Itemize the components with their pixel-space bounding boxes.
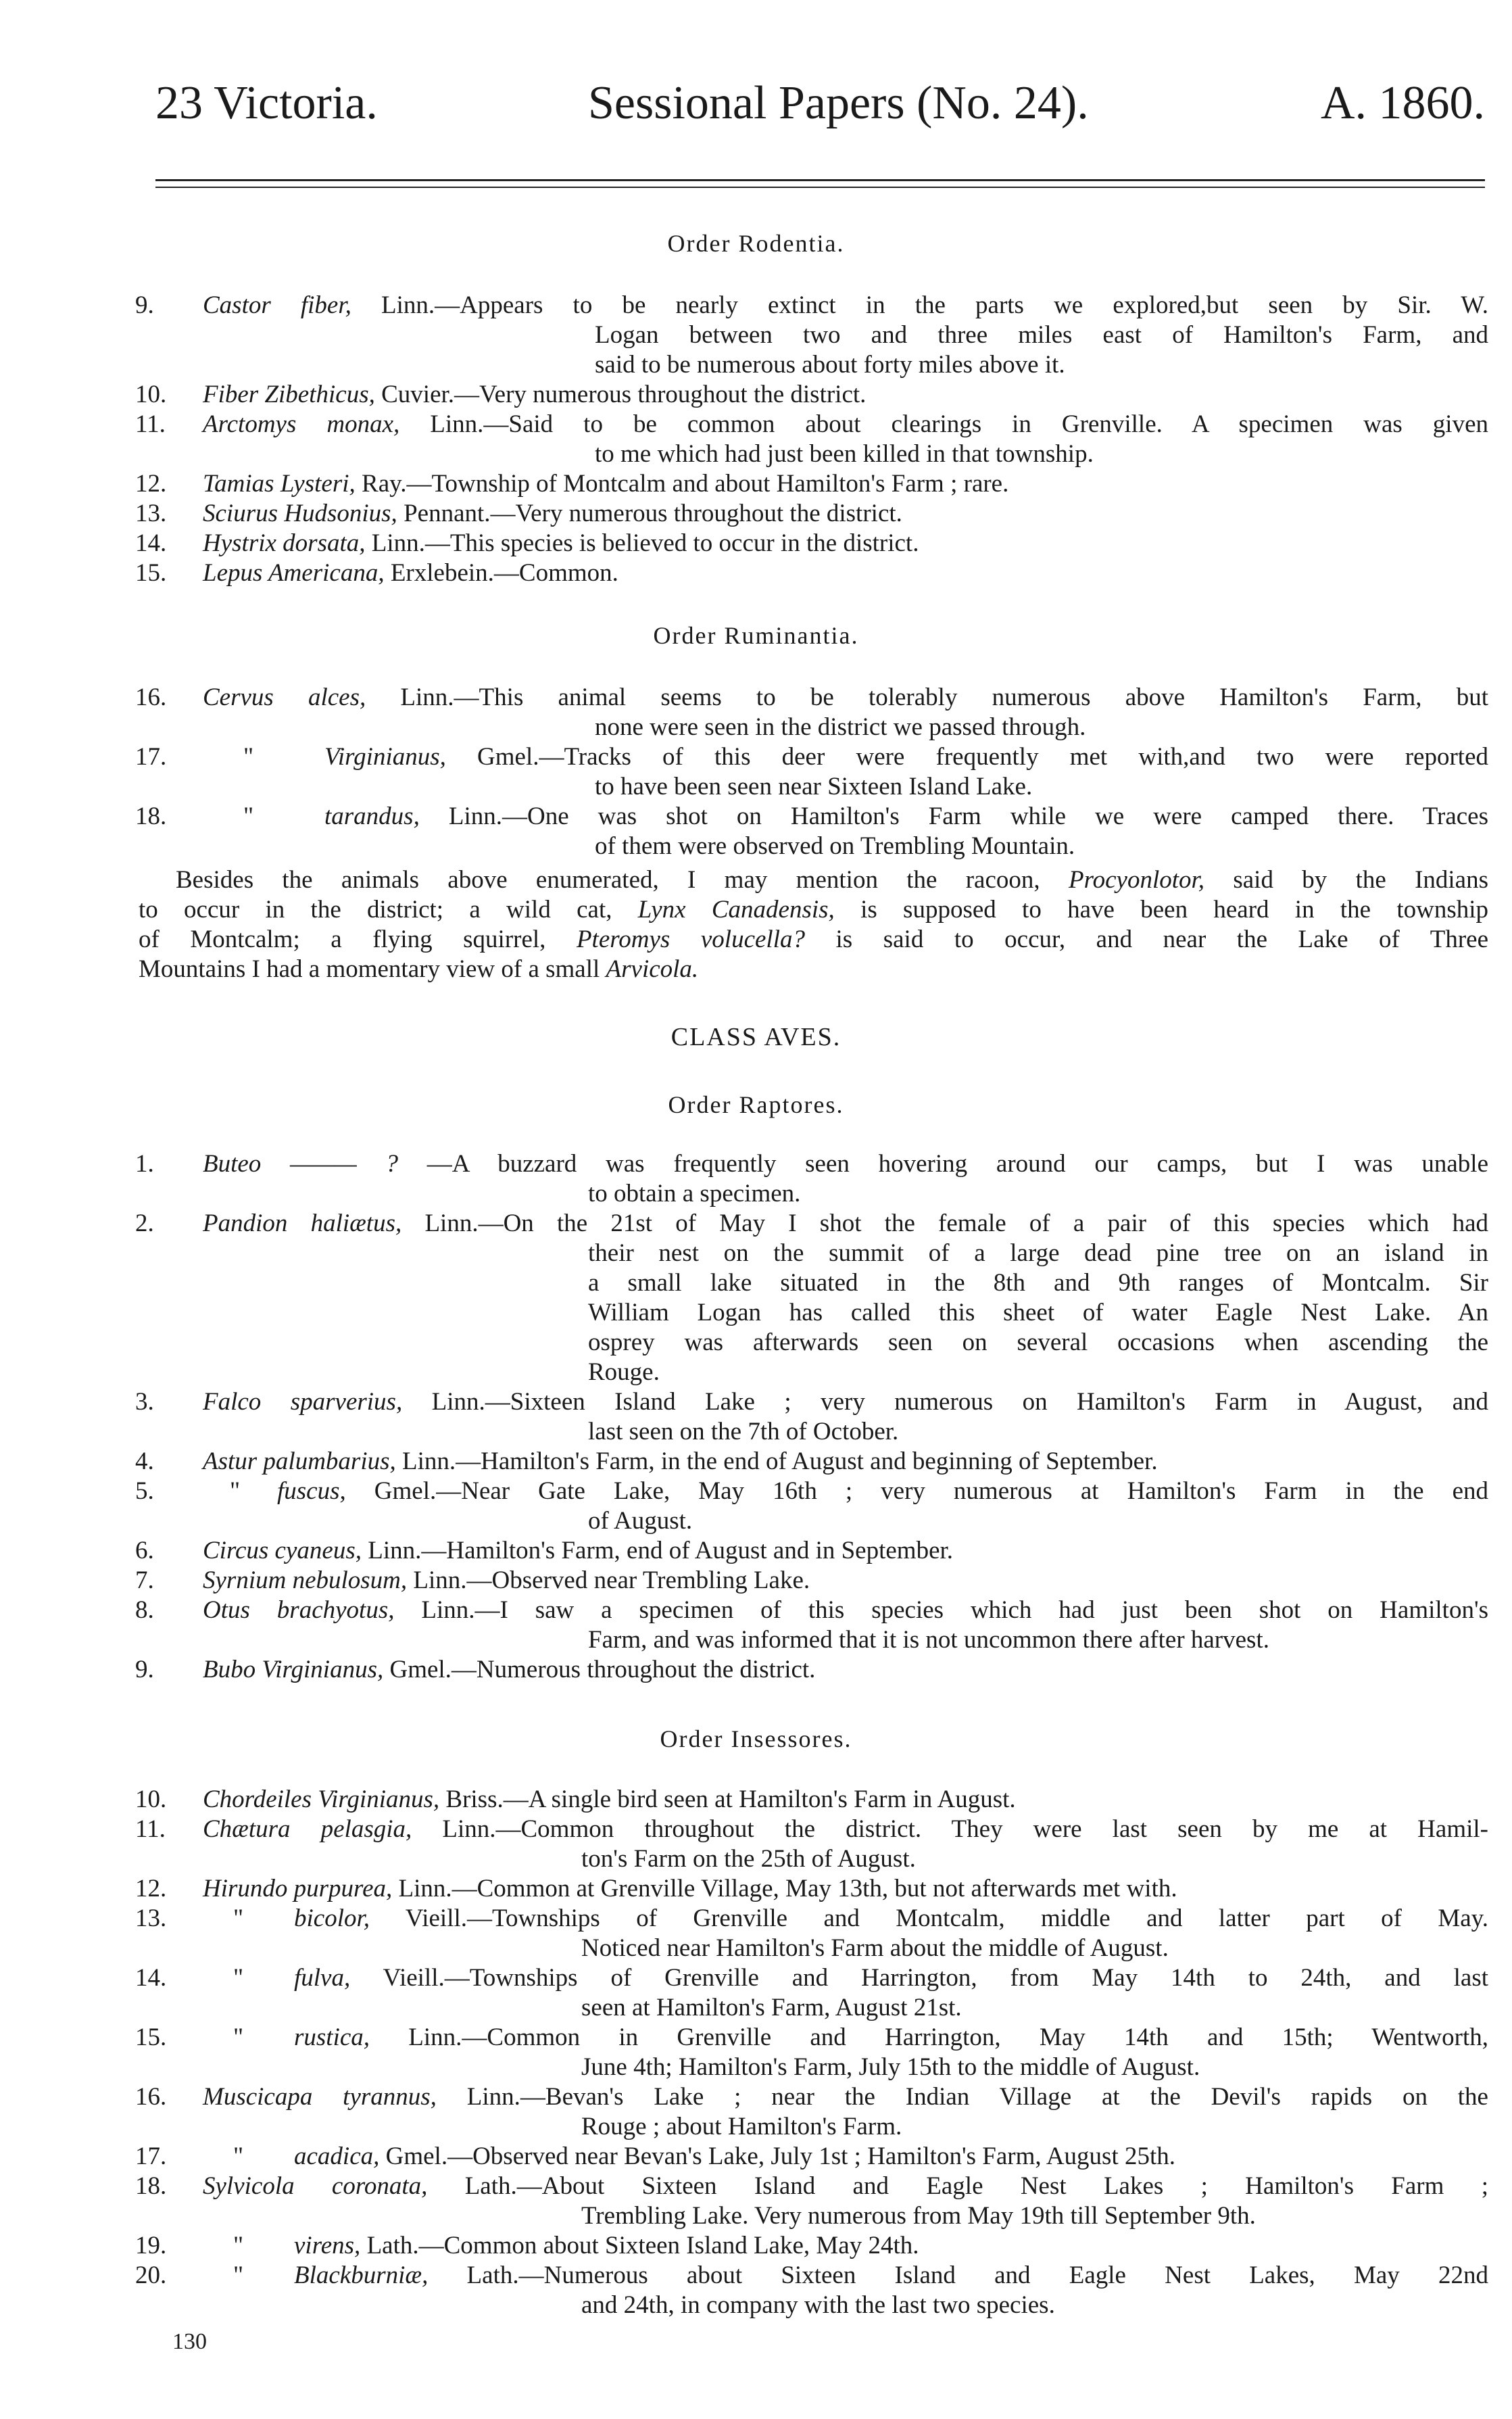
species-name: Sciurus Hudsonius, xyxy=(203,500,397,527)
header-volume: 23 Victoria. xyxy=(155,77,378,129)
entry-description: Linn.—On the 21st of May I shot the female of a pair of this species which had xyxy=(401,1210,1488,1237)
species-entry xyxy=(0,2142,1512,2172)
ditto-mark: " xyxy=(233,2261,244,2289)
species-entry xyxy=(0,2082,1512,2142)
paragraph-text: is supposed to have been heard in the township xyxy=(834,896,1489,924)
entry-number: 6. xyxy=(135,1537,154,1564)
species-name: Muscicapa tyrannus, xyxy=(203,2083,437,2111)
entry-continuation: a small lake situated in the 8th and 9th ranges of Montcalm. Sir xyxy=(588,1269,1488,1297)
entry-continuation: of August. xyxy=(588,1507,693,1535)
species-name: Bubo Virginianus, xyxy=(203,1656,384,1683)
page-number: 130 xyxy=(172,2329,207,2354)
entry-description: Linn.—I saw a specimen of this species which had just been shot on Hamilton's xyxy=(394,1596,1489,1624)
species-entry xyxy=(0,1655,1512,1685)
entry-number: 20. xyxy=(135,2261,167,2289)
entry-first-line xyxy=(203,2082,1488,2112)
entry-number: 11. xyxy=(135,410,166,438)
species-name: acadica, xyxy=(294,2142,380,2170)
species-entry xyxy=(0,802,1512,861)
entry-number: 19. xyxy=(135,2232,167,2259)
entry-description: Linn.—Hamilton's Farm, in the end of August and beginning of September. xyxy=(395,1447,1158,1475)
entry-description: Erxlebein.—Common. xyxy=(384,559,618,587)
species-name: Sylvicola coronata, xyxy=(203,2172,428,2200)
entry-description: Linn.—Common at Grenville Village, May 13th, but not afterwards met with. xyxy=(392,1875,1177,1902)
species-entry xyxy=(0,380,1512,410)
entry-description: Linn.—Bevan's Lake ; near the Indian Village at the Devil's rapids on the xyxy=(436,2083,1488,2111)
entry-number: 13. xyxy=(135,500,167,527)
entry-number: 13. xyxy=(135,1905,167,1932)
species-entry xyxy=(0,2261,1512,2320)
entry-continuation: to me which had just been killed in that township. xyxy=(595,440,1094,468)
species-name: Arctomys monax, xyxy=(203,410,400,438)
entry-first-line xyxy=(203,499,1488,529)
species-name: Buteo ——— ? xyxy=(203,1150,399,1178)
entry-continuation: their nest on the summit of a large dead pine tree on an island in xyxy=(588,1239,1488,1267)
taxon-name: Procyonlotor, xyxy=(1068,866,1205,894)
species-name: Cervus alces, xyxy=(203,684,366,711)
species-entry xyxy=(0,1447,1512,1477)
entry-description: Lath.—Common about Sixteen Island Lake, May 24th. xyxy=(360,2232,919,2259)
entry-number: 15. xyxy=(135,559,167,587)
species-entry xyxy=(0,529,1512,558)
species-name: Chordeiles Virginianus, xyxy=(203,1786,440,1813)
species-name: Castor fiber, xyxy=(203,291,351,319)
paragraph-text: is said to occur, and near the Lake of Three xyxy=(804,926,1488,953)
taxon-name: Lynx Canadensis, xyxy=(637,896,835,924)
species-name: fuscus, xyxy=(277,1477,346,1505)
entry-description: Cuvier.—Very numerous throughout the district. xyxy=(374,381,867,408)
species-name: Hystrix dorsata, xyxy=(203,529,366,557)
species-entry xyxy=(0,2231,1512,2261)
entry-first-line xyxy=(203,469,1488,499)
taxon-name: Arvicola. xyxy=(606,955,699,983)
entry-first-line xyxy=(203,1596,1488,1625)
entry-description: Linn.—Said to be common about clearings in Grenville. A specimen was given xyxy=(399,410,1488,438)
entry-number: 8. xyxy=(135,1596,154,1624)
paragraph-text: Besides the animals above enumerated, I may mention the racoon, xyxy=(176,866,1069,894)
entry-first-line xyxy=(324,802,1488,832)
entry-continuation: to obtain a specimen. xyxy=(588,1180,801,1207)
species-entry xyxy=(0,1963,1512,2023)
entry-number: 10. xyxy=(135,1786,167,1813)
ditto-mark: " xyxy=(233,2142,244,2170)
entry-number: 9. xyxy=(135,1656,154,1683)
entry-number: 7. xyxy=(135,1566,154,1594)
header-title: Sessional Papers (No. 24). xyxy=(588,77,1089,129)
entry-number: 1. xyxy=(135,1150,154,1178)
ditto-mark: " xyxy=(233,2232,244,2259)
species-entry xyxy=(0,1596,1512,1655)
species-name: Virginianus, xyxy=(324,743,446,771)
entry-first-line xyxy=(203,1447,1488,1477)
entry-first-line xyxy=(294,2023,1488,2053)
taxon-name: Pteromys volucella? xyxy=(576,926,805,953)
entry-first-line xyxy=(294,2142,1488,2172)
entry-first-line xyxy=(203,1536,1488,1566)
entry-first-line xyxy=(294,2261,1488,2291)
entry-first-line xyxy=(203,683,1488,713)
entry-continuation: Noticed near Hamilton's Farm about the middle of August. xyxy=(581,1934,1169,1962)
entry-continuation: and 24th, in company with the last two species. xyxy=(581,2291,1055,2319)
order-insessores-heading: Order Insessores. xyxy=(660,1725,852,1752)
species-entry xyxy=(0,1566,1512,1596)
entry-first-line xyxy=(203,1874,1488,1904)
entry-number: 3. xyxy=(135,1388,154,1416)
paragraph-line xyxy=(176,865,1488,895)
ditto-mark: " xyxy=(230,1477,241,1505)
paragraph-text: to occur in the district; a wild cat, xyxy=(139,896,638,924)
entry-number: 5. xyxy=(135,1477,154,1505)
entry-description: Linn.—Appears to be nearly extinct in the parts we explored,but seen by Sir. W. xyxy=(351,291,1488,319)
species-name: fulva, xyxy=(294,1964,351,1992)
entry-first-line xyxy=(203,410,1488,439)
entry-continuation: last seen on the 7th of October. xyxy=(588,1418,899,1445)
entry-first-line xyxy=(203,558,1488,588)
entry-first-line xyxy=(277,1477,1488,1506)
entry-continuation: Logan between two and three miles east of Hamilton's Farm, and xyxy=(595,321,1488,349)
species-name: Syrnium nebulosum, xyxy=(203,1566,408,1594)
entry-first-line xyxy=(294,1963,1488,1993)
entry-first-line xyxy=(203,291,1488,320)
entry-description: Ray.—Township of Montcalm and about Hamilton's Farm ; rare. xyxy=(355,470,1009,498)
entry-description: Linn.—One was shot on Hamilton's Farm while we were camped there. Traces xyxy=(419,803,1488,830)
entry-number: 14. xyxy=(135,529,167,557)
entry-description: Gmel.—Observed near Bevan's Lake, July 1st ; Hamilton's Farm, August 25th. xyxy=(379,2142,1176,2170)
entry-description: Vieill.—Townships of Grenville and Montcalm, middle and latter part of May. xyxy=(370,1905,1488,1932)
entry-number: 14. xyxy=(135,1964,167,1992)
entry-continuation: Trembling Lake. Very numerous from May 19th till September 9th. xyxy=(581,2202,1256,2230)
entry-number: 17. xyxy=(135,743,167,771)
entry-description: Lath.—Numerous about Sixteen Island and Eagle Nest Lakes, May 22nd xyxy=(428,2261,1488,2289)
species-name: tarandus, xyxy=(324,803,420,830)
species-entry xyxy=(0,1149,1512,1209)
entry-description: Vieill.—Townships of Grenville and Harrington, from May 14th to 24th, and last xyxy=(350,1964,1488,1992)
species-entry xyxy=(0,742,1512,802)
class-aves-heading: CLASS AVES. xyxy=(670,1023,842,1051)
entry-first-line xyxy=(203,529,1488,558)
entry-continuation: none were seen in the district we passed through. xyxy=(595,713,1086,741)
entry-first-line xyxy=(203,1785,1488,1815)
entry-continuation: Farm, and was informed that it is not uncommon there after harvest. xyxy=(588,1626,1269,1654)
entry-number: 11. xyxy=(135,1815,166,1843)
order-raptores-heading: Order Raptores. xyxy=(668,1091,844,1118)
entry-continuation: June 4th; Hamilton's Farm, July 15th to the middle of August. xyxy=(581,2053,1200,2081)
entry-description: Briss.—A single bird seen at Hamilton's Farm in August. xyxy=(439,1786,1016,1813)
header-rule-thin xyxy=(155,187,1485,188)
entry-number: 4. xyxy=(135,1447,154,1475)
entry-description: Gmel.—Tracks of this deer were frequently met with,and two were reported xyxy=(445,743,1488,771)
entry-number: 16. xyxy=(135,684,167,711)
species-name: Lepus Americana, xyxy=(203,559,385,587)
species-name: Tamias Lysteri, xyxy=(203,470,356,498)
entry-first-line xyxy=(203,1209,1488,1239)
entry-continuation: to have been seen near Sixteen Island Lake. xyxy=(595,773,1033,800)
entry-description: Pennant.—Very numerous throughout the district. xyxy=(397,500,902,527)
entry-description: Linn.—Common in Grenville and Harrington, May 14th and 15th; Wentworth, xyxy=(370,2023,1488,2051)
species-entry xyxy=(0,1874,1512,1904)
entry-number: 16. xyxy=(135,2083,167,2111)
entry-description: Gmel.—Numerous throughout the district. xyxy=(383,1656,816,1683)
species-name: rustica, xyxy=(294,2023,370,2051)
species-entry xyxy=(0,2023,1512,2082)
species-entry xyxy=(0,499,1512,529)
species-entry xyxy=(0,410,1512,469)
entry-first-line xyxy=(203,1149,1488,1179)
header-rule-thick xyxy=(155,179,1485,181)
paragraph-line xyxy=(139,895,1488,925)
ditto-mark: " xyxy=(233,1964,244,1992)
entry-continuation: said to be numerous about forty miles above it. xyxy=(595,351,1065,379)
entry-first-line xyxy=(203,2172,1488,2201)
ditto-mark: " xyxy=(233,1905,244,1932)
entry-number: 17. xyxy=(135,2142,167,2170)
species-entry xyxy=(0,1904,1512,1963)
entry-first-line xyxy=(203,1566,1488,1596)
species-name: Pandion haliætus, xyxy=(203,1210,402,1237)
paragraph-line xyxy=(139,955,698,984)
species-entry xyxy=(0,2172,1512,2231)
entry-number: 12. xyxy=(135,1875,167,1902)
entry-description: Linn.—Hamilton's Farm, end of August and in September. xyxy=(361,1537,954,1564)
entry-continuation: osprey was afterwards seen on several occasions when ascending the xyxy=(588,1328,1488,1356)
paragraph-text: of Montcalm; a flying squirrel, xyxy=(139,926,577,953)
species-entry xyxy=(0,558,1512,588)
ditto-mark: " xyxy=(233,2023,244,2051)
species-name: Chætura pelasgia, xyxy=(203,1815,412,1843)
species-entry xyxy=(0,1815,1512,1874)
entry-number: 18. xyxy=(135,2172,167,2200)
paragraph-text: Mountains I had a momentary view of a small xyxy=(139,955,606,983)
entry-description: Gmel.—Near Gate Lake, May 16th ; very numerous at Hamilton's Farm in the end xyxy=(345,1477,1488,1505)
entry-description: Lath.—About Sixteen Island and Eagle Nest Lakes ; Hamilton's Farm ; xyxy=(427,2172,1488,2200)
species-name: Circus cyaneus, xyxy=(203,1537,362,1564)
entry-first-line xyxy=(203,1387,1488,1417)
species-entry xyxy=(0,1209,1512,1387)
species-name: Hirundo purpurea, xyxy=(203,1875,393,1902)
entry-number: 15. xyxy=(135,2023,167,2051)
species-entry xyxy=(0,1387,1512,1447)
ditto-mark: " xyxy=(243,803,254,830)
species-name: Astur palumbarius, xyxy=(203,1447,396,1475)
species-name: bicolor, xyxy=(294,1905,370,1932)
entry-first-line xyxy=(294,1904,1488,1934)
species-name: Falco sparverius, xyxy=(203,1388,403,1416)
entry-description: Linn.—This animal seems to be tolerably numerous above Hamilton's Farm, but xyxy=(366,684,1488,711)
entry-continuation: William Logan has called this sheet of water Eagle Nest Lake. An xyxy=(588,1299,1488,1326)
ditto-mark: " xyxy=(243,743,254,771)
running-header xyxy=(155,73,1485,134)
species-entry xyxy=(0,291,1512,380)
species-entry xyxy=(0,683,1512,742)
entry-first-line xyxy=(203,1655,1488,1685)
entry-first-line xyxy=(203,380,1488,410)
entry-continuation: ton's Farm on the 25th of August. xyxy=(581,1845,916,1873)
paragraph-text: said by the Indians xyxy=(1204,866,1488,894)
species-entry xyxy=(0,1536,1512,1566)
header-year: A. 1860. xyxy=(1320,77,1485,129)
species-entry xyxy=(0,469,1512,499)
species-name: virens, xyxy=(294,2232,361,2259)
entry-number: 12. xyxy=(135,470,167,498)
entry-first-line xyxy=(294,2231,1488,2261)
entry-description: Linn.—Sixteen Island Lake ; very numerous on Hamilton's Farm in August, and xyxy=(402,1388,1488,1416)
entry-first-line xyxy=(324,742,1488,772)
order-ruminantia-heading: Order Ruminantia. xyxy=(653,622,859,649)
entry-description: —A buzzard was frequently seen hovering around our camps, but I was unable xyxy=(398,1150,1489,1178)
entry-number: 18. xyxy=(135,803,167,830)
entry-description: Linn.—Common throughout the district. They were last seen by me at Hamil- xyxy=(412,1815,1488,1843)
species-entry xyxy=(0,1785,1512,1815)
entry-description: Linn.—This species is believed to occur in the district. xyxy=(365,529,919,557)
species-entry xyxy=(0,1477,1512,1536)
species-name: Otus brachyotus, xyxy=(203,1596,395,1624)
species-name: Blackburniæ, xyxy=(294,2261,429,2289)
order-rodentia-heading: Order Rodentia. xyxy=(667,230,845,257)
entry-continuation: of them were observed on Trembling Mountain. xyxy=(595,832,1075,860)
entry-number: 2. xyxy=(135,1210,154,1237)
entry-continuation: Rouge. xyxy=(588,1358,660,1386)
entry-number: 9. xyxy=(135,291,154,319)
entry-number: 10. xyxy=(135,381,167,408)
paragraph-line xyxy=(139,925,1488,955)
entry-description: Linn.—Observed near Trembling Lake. xyxy=(407,1566,810,1594)
entry-continuation: seen at Hamilton's Farm, August 21st. xyxy=(581,1994,962,2021)
entry-first-line xyxy=(203,1815,1488,1844)
entry-continuation: Rouge ; about Hamilton's Farm. xyxy=(581,2113,902,2140)
species-name: Fiber Zibethicus, xyxy=(203,381,375,408)
